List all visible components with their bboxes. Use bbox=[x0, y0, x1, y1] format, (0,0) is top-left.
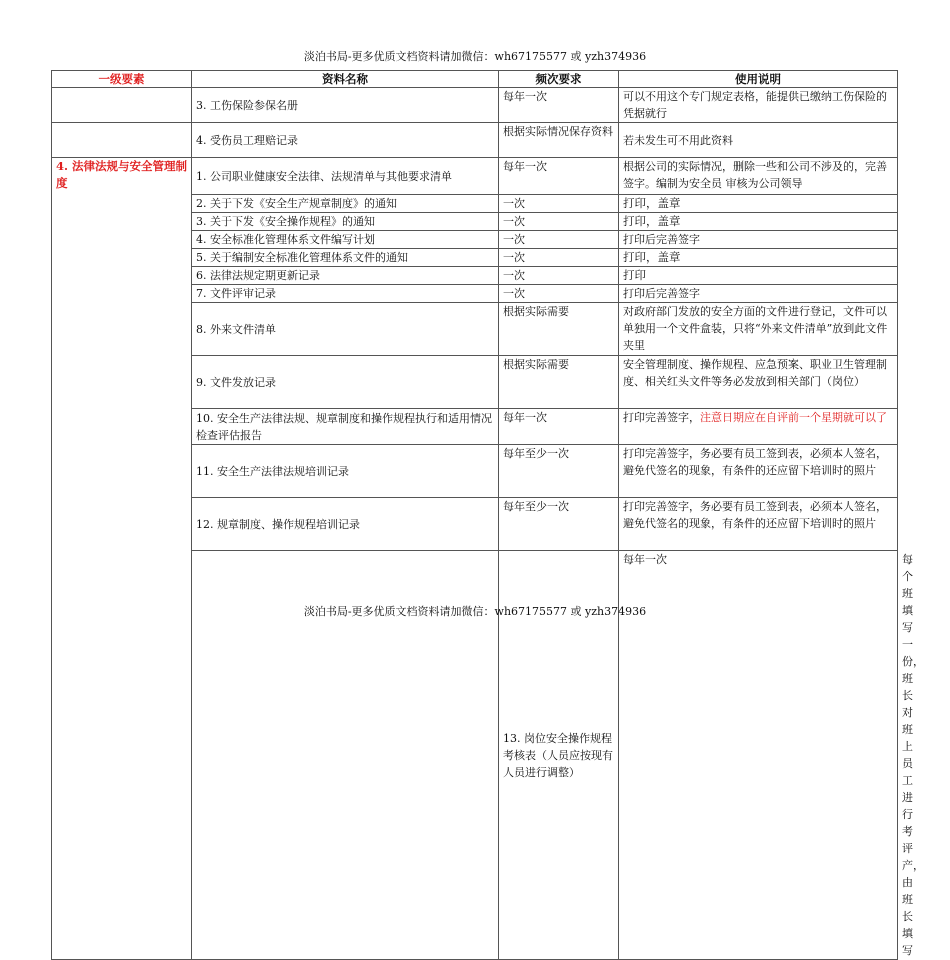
doc-usage: 打印，盖章 bbox=[619, 195, 898, 213]
doc-usage: 打印后完善签字 bbox=[619, 285, 898, 303]
doc-name: 4. 受伤员工理赔记录 bbox=[192, 123, 499, 158]
doc-frequency: 根据实际需要 bbox=[499, 303, 619, 356]
table-row bbox=[52, 88, 898, 123]
doc-name: 8. 外来文件清单 bbox=[192, 303, 499, 356]
doc-usage: 对政府部门发放的安全方面的文件进行登记，文件可以单独用一个文件盒装，只将“外来文件清单”放到此文件夹里 bbox=[619, 303, 898, 356]
document-table bbox=[51, 70, 924, 960]
doc-name: 9. 文件发放记录 bbox=[192, 356, 499, 409]
watermark-footer: 淡泊书局-更多优质文档资料请加微信：wh67175577 或 yzh374936 bbox=[303, 605, 647, 618]
doc-frequency: 每年至少一次 bbox=[499, 498, 619, 551]
doc-frequency: 一次 bbox=[499, 231, 619, 249]
doc-usage: 打印，盖章 bbox=[619, 249, 898, 267]
watermark-header: 淡泊书局-更多优质文档资料请加微信：wh67175577 或 yzh374936 bbox=[303, 50, 647, 63]
doc-name: 13. 岗位安全操作规程考核表（人员应按现有人员进行调整） bbox=[499, 551, 619, 960]
header-name: 资料名称 bbox=[192, 71, 499, 88]
element-cell bbox=[52, 88, 192, 123]
doc-frequency: 一次 bbox=[499, 285, 619, 303]
doc-frequency: 每年一次 bbox=[499, 409, 619, 445]
doc-frequency: 每年一次 bbox=[499, 88, 619, 123]
doc-frequency: 每年一次 bbox=[499, 158, 619, 195]
header-usage: 使用说明 bbox=[619, 71, 898, 88]
doc-frequency: 每年至少一次 bbox=[499, 445, 619, 498]
doc-usage: 根据公司的实际情况，删除一些和公司不涉及的，完善签字。编制为安全员 审核为公司领导 bbox=[619, 158, 898, 195]
header-element: 一级要素 bbox=[52, 71, 192, 88]
doc-name: 4. 安全标准化管理体系文件编写计划 bbox=[192, 231, 499, 249]
doc-usage: 打印完善签字，务必要有员工签到表，必须本人签名，避免代签名的现象，有条件的还应留下培训时的照片 bbox=[619, 445, 898, 498]
category-cell: 4. 法律法规与安全管理制度 bbox=[52, 158, 192, 960]
doc-frequency: 每年一次 bbox=[619, 551, 898, 960]
doc-name: 11. 安全生产法律法规培训记录 bbox=[192, 445, 499, 498]
doc-usage: 若未发生可不用此资料 bbox=[619, 123, 898, 158]
table-row: 13. 岗位安全操作规程考核表（人员应按现有人员进行调整） 每年一次 每个班填写一份，班长对班上员工进行考评产，由班长填写 bbox=[52, 551, 898, 960]
doc-name: 3. 关于下发《安全操作规程》的通知 bbox=[192, 213, 499, 231]
doc-name: 2. 关于下发《安全生产规章制度》的通知 bbox=[192, 195, 499, 213]
doc-frequency: 一次 bbox=[499, 267, 619, 285]
date-warning: 注意日期应在自评前一个星期就可以了 bbox=[700, 411, 887, 424]
doc-frequency: 根据实际情况保存资料 bbox=[499, 123, 619, 158]
doc-frequency: 一次 bbox=[499, 213, 619, 231]
doc-usage: 打印，盖章 bbox=[619, 213, 898, 231]
table-row bbox=[52, 123, 898, 158]
element-cell bbox=[52, 123, 192, 158]
doc-usage: 打印 bbox=[619, 267, 898, 285]
doc-frequency: 一次 bbox=[499, 195, 619, 213]
doc-name: 6. 法律法规定期更新记录 bbox=[192, 267, 499, 285]
doc-frequency: 一次 bbox=[499, 249, 619, 267]
header-frequency: 频次要求 bbox=[499, 71, 619, 88]
doc-name: 7. 文件评审记录 bbox=[192, 285, 499, 303]
doc-usage: 安全管理制度、操作规程、应急预案、职业卫生管理制度、相关红头文件等务必发放到相关部门（岗位） bbox=[619, 356, 898, 409]
doc-name: 10. 安全生产法律法规、规章制度和操作规程执行和适用情况检查评估报告 bbox=[192, 409, 499, 445]
table-header-row bbox=[52, 71, 898, 88]
doc-name: 12. 规章制度、操作规程培训记录 bbox=[192, 498, 499, 551]
doc-name: 1. 公司职业健康安全法律、法规清单与其他要求清单 bbox=[192, 158, 499, 195]
doc-name: 3. 工伤保险参保名册 bbox=[192, 88, 499, 123]
usage-text: 打印完善签字， bbox=[623, 411, 700, 424]
doc-usage: 打印后完善签字 bbox=[619, 231, 898, 249]
doc-usage bbox=[619, 409, 898, 445]
doc-usage: 打印完善签字，务必要有员工签到表，必须本人签名，避免代签名的现象，有条件的还应留下培训时的照片 bbox=[619, 498, 898, 551]
doc-frequency: 根据实际需要 bbox=[499, 356, 619, 409]
table-row bbox=[52, 158, 898, 195]
doc-usage: 可以不用这个专门规定表格，能提供已缴纳工伤保险的凭据就行 bbox=[619, 88, 898, 123]
doc-name: 5. 关于编制安全标准化管理体系文件的通知 bbox=[192, 249, 499, 267]
